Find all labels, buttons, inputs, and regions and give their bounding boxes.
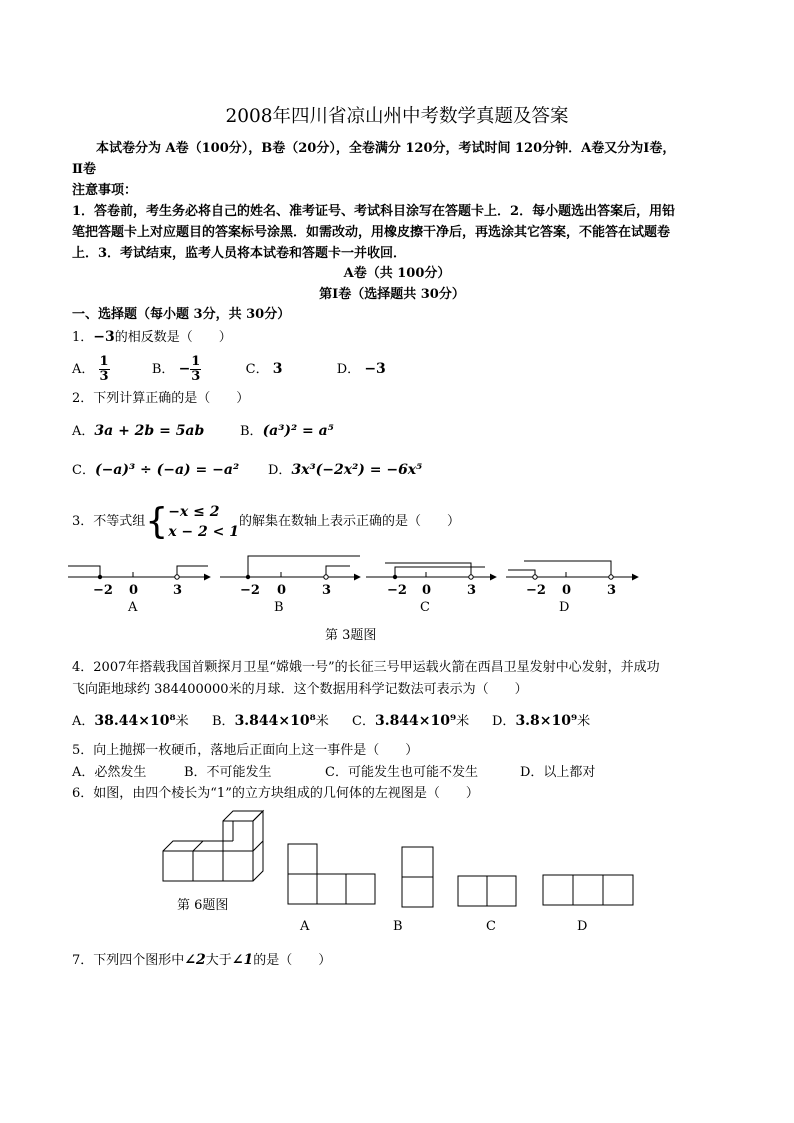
q2-option-d-label: D．: [268, 463, 292, 478]
line-d-tick-3: 3: [607, 583, 617, 598]
q3-caption: 第 3题图: [325, 628, 377, 643]
number-line-b: [220, 556, 360, 615]
q4-option-b-unit: 米: [315, 714, 329, 729]
q4-line-1: 4．2007年搭载我国首颗探月卫星“嫦娥一号”的长征三号甲运载火箭在西昌卫星发射中心发射，并成功: [72, 660, 660, 675]
q4-option-c-value: 3.844×10⁹: [374, 713, 457, 729]
question-6: 6．如图，由四个棱长为“1”的立方块组成的几何体的左视图是（ ）: [72, 786, 479, 801]
q6-option-c-view: [458, 876, 516, 906]
q2-option-c: [72, 462, 239, 479]
q6-label-c: C: [486, 919, 496, 934]
q4-option-c-label: C．: [352, 714, 375, 729]
q3-post: 的解集在数轴上表示正确的是（ ）: [238, 514, 460, 529]
line-c-tick-3: 3: [467, 583, 477, 598]
section-a-heading: A卷（共 100分）: [343, 266, 451, 281]
line-a-tick-0: 0: [129, 583, 139, 598]
question-2: 2．下列计算正确的是（ ）: [72, 391, 250, 406]
q7-angle-2: ∠2: [184, 952, 206, 968]
q6-label-a: A: [300, 919, 310, 934]
notice-line-2: 笔把答题卡上对应题目的答案标号涂黑．如需改动，用橡皮擦干净后，再选涂其它答案，不能答在试题卷: [72, 225, 671, 240]
question-7: [72, 952, 331, 969]
notice-label: 注意事项：: [72, 183, 138, 198]
q4-option-a-unit: 米: [175, 714, 189, 729]
q4-option-c: [352, 713, 469, 730]
question-1: [72, 329, 232, 346]
q2-option-a-expr: 3a + 2b = 5ab: [94, 423, 205, 439]
q4-option-d-value: 3.8×10⁹: [515, 713, 578, 729]
q1-text: 的相反数是（ ）: [114, 330, 232, 345]
q6-label-b: B: [393, 919, 403, 934]
line-b-tick-3: 3: [322, 583, 332, 598]
line-a-tick-neg2: −2: [93, 583, 113, 598]
line-d-tick-0: 0: [562, 583, 572, 598]
q3-system: [168, 502, 239, 542]
q4-option-d-label: D．: [492, 714, 516, 729]
q4-option-a-label: A．: [72, 714, 95, 729]
q4-option-d-unit: 米: [577, 714, 591, 729]
line-b-tick-neg2: −2: [240, 583, 260, 598]
q1-option-b-sign: −: [178, 361, 191, 377]
q2-option-b: [240, 423, 334, 440]
line-d-label: D: [559, 600, 570, 615]
line-b-label: B: [274, 600, 284, 615]
q1-option-b-label: B．: [151, 362, 175, 377]
section-1-heading: 第Ⅰ卷（选择题共 30分）: [319, 287, 465, 302]
q2-option-a: [72, 423, 204, 440]
q7-angle-1: ∠1: [231, 952, 254, 968]
q1-option-a-label: A．: [72, 362, 95, 377]
q3-ineq-2: x − 2 < 1: [168, 523, 239, 540]
line-c-label: C: [420, 600, 430, 615]
q1-option-c: 3: [272, 361, 283, 377]
q5-option-d: D．以上都对: [520, 765, 596, 780]
intro-line-1: 本试卷分为 A卷（100分），B卷（20分），全卷满分 120分，考试时间 120分钟．A卷又分为Ⅰ卷，: [96, 141, 676, 156]
q4-option-d: [492, 713, 590, 730]
q4-option-b: [212, 713, 329, 730]
q1-a-denominator: 3: [99, 369, 109, 384]
q1-expr: −3: [93, 329, 115, 345]
line-c-tick-neg2: −2: [387, 583, 407, 598]
q1-options: [72, 352, 386, 386]
line-a-tick-3: 3: [173, 583, 183, 598]
q4-option-a: [72, 713, 189, 730]
q1-option-b-fraction: [190, 355, 201, 384]
page-title: 2008年四川省凉山州中考数学真题及答案: [225, 106, 569, 127]
q1-a-numerator: 1: [99, 354, 109, 369]
q5-option-a: A．必然发生: [72, 765, 147, 780]
q4-option-a-value: 38.44×10⁸: [94, 713, 176, 729]
intro-line-2: Ⅱ卷: [72, 162, 96, 177]
q7-pre: 7．下列四个图形中: [72, 953, 185, 968]
q1-b-denominator: 3: [191, 369, 201, 384]
q7-mid: 大于: [205, 953, 232, 968]
line-b-tick-0: 0: [277, 583, 287, 598]
q6-label-d: D: [577, 919, 588, 934]
q4-line-2: 飞向距地球约 384400000米的月球．这个数据用科学记数法可表示为（ ）: [72, 682, 528, 697]
question-5: 5．向上抛掷一枚硬币，落地后正面向上这一事件是（ ）: [72, 743, 419, 758]
line-a-label: A: [128, 600, 138, 615]
q2-option-b-expr: (a³)² = a⁵: [262, 423, 334, 439]
q6-option-a-view: [288, 844, 375, 904]
q4-option-b-label: B．: [212, 714, 235, 729]
q6-option-d-view: [543, 875, 633, 905]
line-d-tick-neg2: −2: [526, 583, 546, 598]
q2-option-b-label: B．: [240, 424, 263, 439]
q6-figures: [150, 808, 650, 938]
q3-ineq-1: −x ≤ 2: [168, 503, 220, 520]
q3-pre: 3．不等式组: [72, 514, 146, 529]
q1-b-numerator: 1: [191, 354, 201, 369]
number-line-c: [366, 563, 496, 615]
part-heading: 一、选择题（每小题 3分，共 30分）: [72, 307, 291, 322]
q3-number-lines: [60, 550, 660, 620]
q1-number: 1．: [72, 330, 94, 345]
q4-option-b-value: 3.844×10⁸: [234, 713, 316, 729]
q1-option-c-label: C．: [245, 362, 269, 377]
q1-option-d: −3: [364, 361, 386, 377]
q5-option-c: C．可能发生也可能不发生: [325, 765, 478, 780]
q2-option-c-expr: (−a)³ ÷ (−a) = −a²: [94, 462, 240, 478]
q3-brace: {: [145, 500, 169, 542]
q4-option-c-unit: 米: [456, 714, 470, 729]
q1-option-a-fraction: [99, 355, 110, 384]
q2-option-a-label: A．: [72, 424, 95, 439]
line-c-tick-0: 0: [422, 583, 432, 598]
q2-option-d-expr: 3x³(−2x²) = −6x⁵: [291, 462, 423, 478]
q2-option-c-label: C．: [72, 463, 95, 478]
notice-line-1: 1．答卷前，考生务必将自己的姓名、准考证号、考试科目涂写在答题卡上．2．每小题选出答案后，用铅: [72, 204, 676, 219]
number-line-a: [68, 566, 210, 615]
notice-line-3: 上．3．考试结束，监考人员将本试卷和答题卡一并收回．: [72, 246, 407, 261]
q7-post: 的是（ ）: [253, 953, 332, 968]
q2-option-d: [268, 462, 422, 479]
q6-solid-figure: [163, 811, 263, 881]
number-line-d: [506, 561, 638, 615]
question-3: [72, 500, 460, 544]
q1-option-d-label: D．: [336, 362, 361, 377]
q5-option-b: B．不可能发生: [184, 765, 272, 780]
q6-caption: 第 6题图: [177, 898, 229, 913]
q6-option-b-view: [402, 847, 433, 907]
